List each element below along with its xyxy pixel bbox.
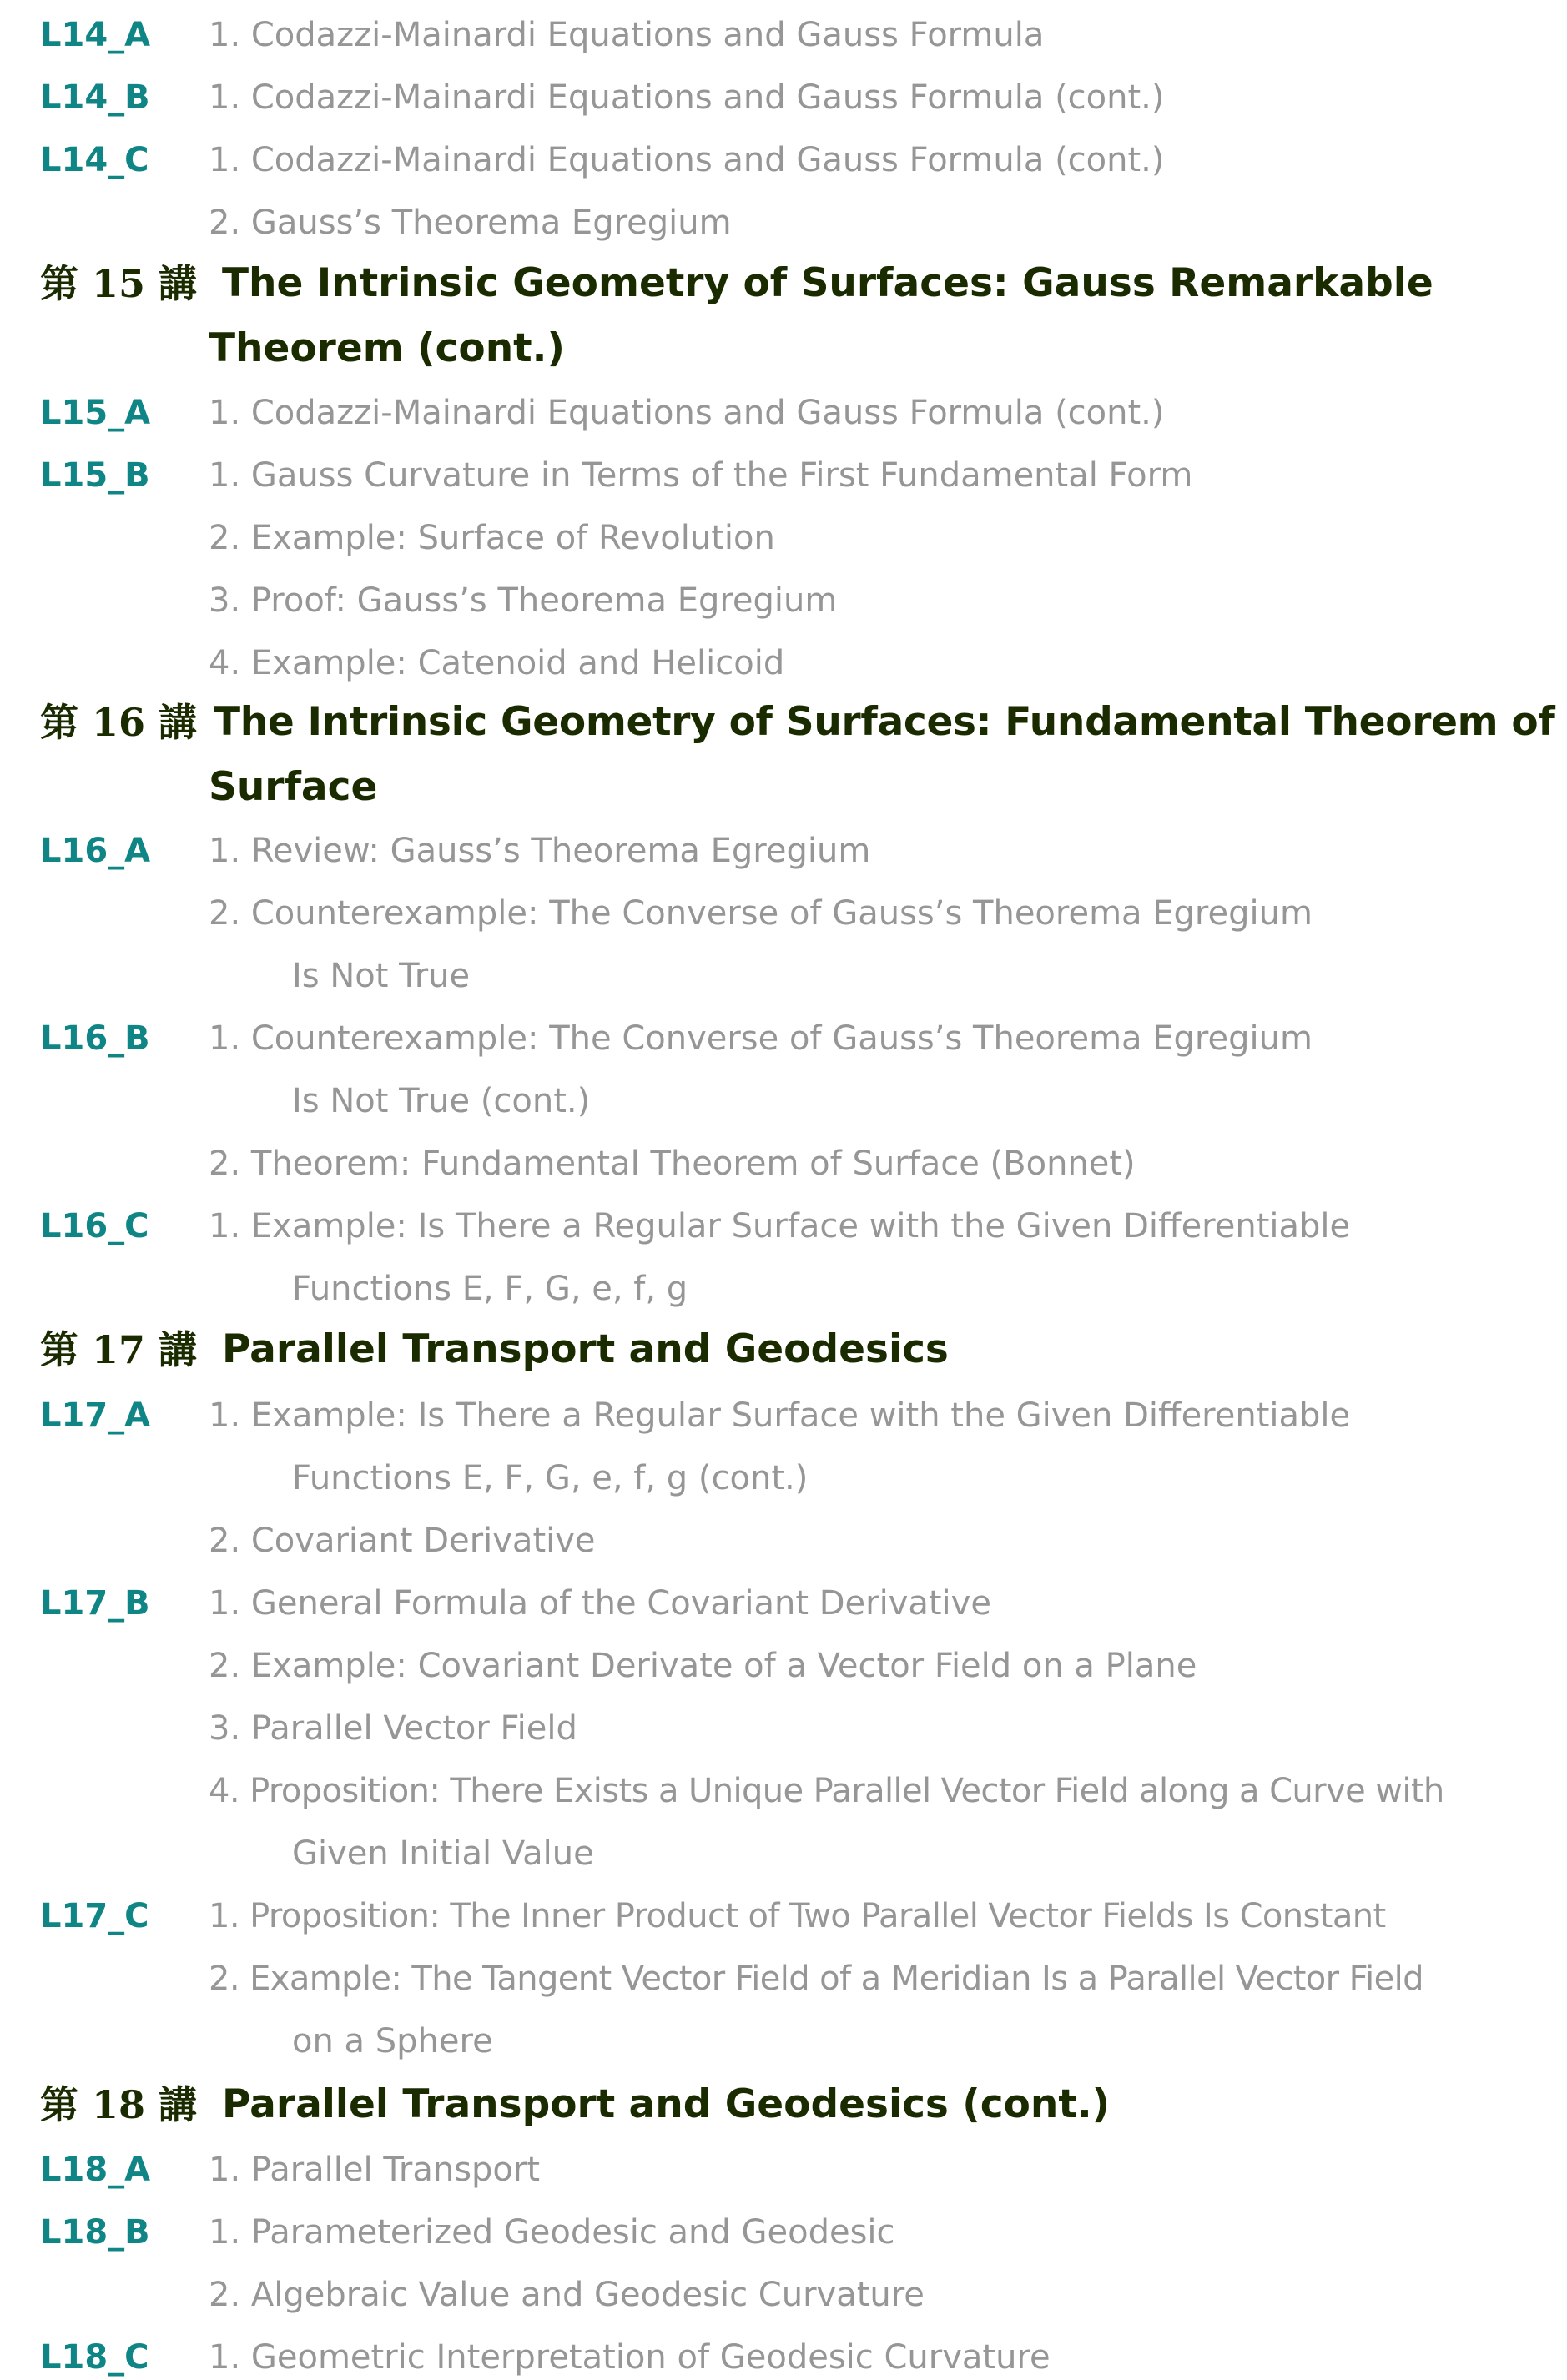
list-item-continuation: Functions E, F, G, e, f, g (cont.): [292, 1459, 809, 1497]
entry-code: L17_B: [40, 1584, 150, 1623]
list-item-continuation: Given Initial Value: [292, 1834, 594, 1873]
list-item: 1. Proposition: The Inner Product of Two Parallel Vector Fields Is Constant: [209, 1897, 1386, 1935]
list-item: 2. Example: Surface of Revolution: [209, 519, 775, 557]
list-item: 2. Covariant Derivative: [209, 1522, 596, 1560]
list-item: 1. Counterexample: The Converse of Gauss’s Theorema Egregium: [209, 1019, 1313, 1058]
lecture-number: 第 18 講: [40, 2082, 198, 2127]
entry-code: L14_C: [40, 141, 149, 179]
list-item: 1. Gauss Curvature in Terms of the First Fundamental Form: [209, 456, 1193, 495]
list-item: 2. Counterexample: The Converse of Gauss’s Theorema Egregium: [209, 894, 1313, 933]
list-item: 1. Example: Is There a Regular Surface with the Given Differentiable: [209, 1207, 1351, 1245]
entry-code: L18_A: [40, 2151, 151, 2189]
lecture-title-line: Theorem (cont.): [209, 325, 565, 371]
entry-code: L16_A: [40, 832, 151, 870]
list-item: 3. Proof: Gauss’s Theorema Egregium: [209, 581, 838, 620]
list-item: 1. Parallel Transport: [209, 2151, 541, 2189]
lecture-title-line: Parallel Transport and Geodesics (cont.): [222, 2081, 1111, 2127]
lecture-number: 第 17 講: [40, 1327, 198, 1372]
list-item: 2. Theorem: Fundamental Theorem of Surface (Bonnet): [209, 1145, 1136, 1183]
lecture-number: 第 15 講: [40, 261, 198, 306]
entry-code: L15_A: [40, 394, 151, 432]
list-item: 1. Codazzi-Mainardi Equations and Gauss Formula: [209, 16, 1045, 54]
lecture-title-line: Parallel Transport and Geodesics: [222, 1326, 949, 1372]
entry-code: L17_A: [40, 1396, 151, 1435]
list-item: 1. Codazzi-Mainardi Equations and Gauss Formula (cont.): [209, 78, 1165, 117]
entry-code: L15_B: [40, 456, 150, 495]
list-item: 1. General Formula of the Covariant Derivative: [209, 1584, 991, 1623]
list-item: 1. Codazzi-Mainardi Equations and Gauss Formula (cont.): [209, 394, 1165, 432]
entry-code: L16_B: [40, 1019, 150, 1058]
list-item: 2. Algebraic Value and Geodesic Curvature: [209, 2276, 925, 2314]
entry-code: L18_C: [40, 2338, 149, 2377]
list-item: 1. Review: Gauss’s Theorema Egregium: [209, 832, 871, 870]
list-item: 4. Proposition: There Exists a Unique Parallel Vector Field along a Curve with: [209, 1772, 1444, 1810]
list-item: 1. Example: Is There a Regular Surface with the Given Differentiable: [209, 1396, 1351, 1435]
list-item-continuation: Functions E, F, G, e, f, g: [292, 1270, 688, 1308]
entry-code: L16_C: [40, 1207, 149, 1245]
list-item: 1. Geometric Interpretation of Geodesic Curvature: [209, 2338, 1051, 2377]
entry-code: L14_A: [40, 16, 151, 54]
list-item-continuation: on a Sphere: [292, 2022, 493, 2060]
list-item: 3. Parallel Vector Field: [209, 1709, 577, 1748]
lecture-title-line: Surface: [209, 764, 378, 810]
list-item: 2. Example: The Tangent Vector Field of a Meridian Is a Parallel Vector Field: [209, 1960, 1423, 1998]
list-item: 1. Codazzi-Mainardi Equations and Gauss Formula (cont.): [209, 141, 1165, 179]
list-item: 1. Parameterized Geodesic and Geodesic: [209, 2213, 895, 2252]
lecture-title-line: The Intrinsic Geometry of Surfaces: Gauss Remarkable: [222, 260, 1433, 306]
entry-code: L18_B: [40, 2213, 150, 2252]
entry-code: L17_C: [40, 1897, 149, 1935]
list-item: 4. Example: Catenoid and Helicoid: [209, 644, 785, 682]
lecture-title-line: The Intrinsic Geometry of Surfaces: Fundamental Theorem of: [214, 699, 1555, 745]
list-item-continuation: Is Not True (cont.): [292, 1082, 591, 1120]
entry-code: L14_B: [40, 78, 150, 117]
list-item: 2. Example: Covariant Derivate of a Vector Field on a Plane: [209, 1647, 1197, 1685]
list-item: 2. Gauss’s Theorema Egregium: [209, 204, 732, 242]
list-item-continuation: Is Not True: [292, 957, 471, 995]
lecture-number: 第 16 講: [40, 700, 198, 745]
